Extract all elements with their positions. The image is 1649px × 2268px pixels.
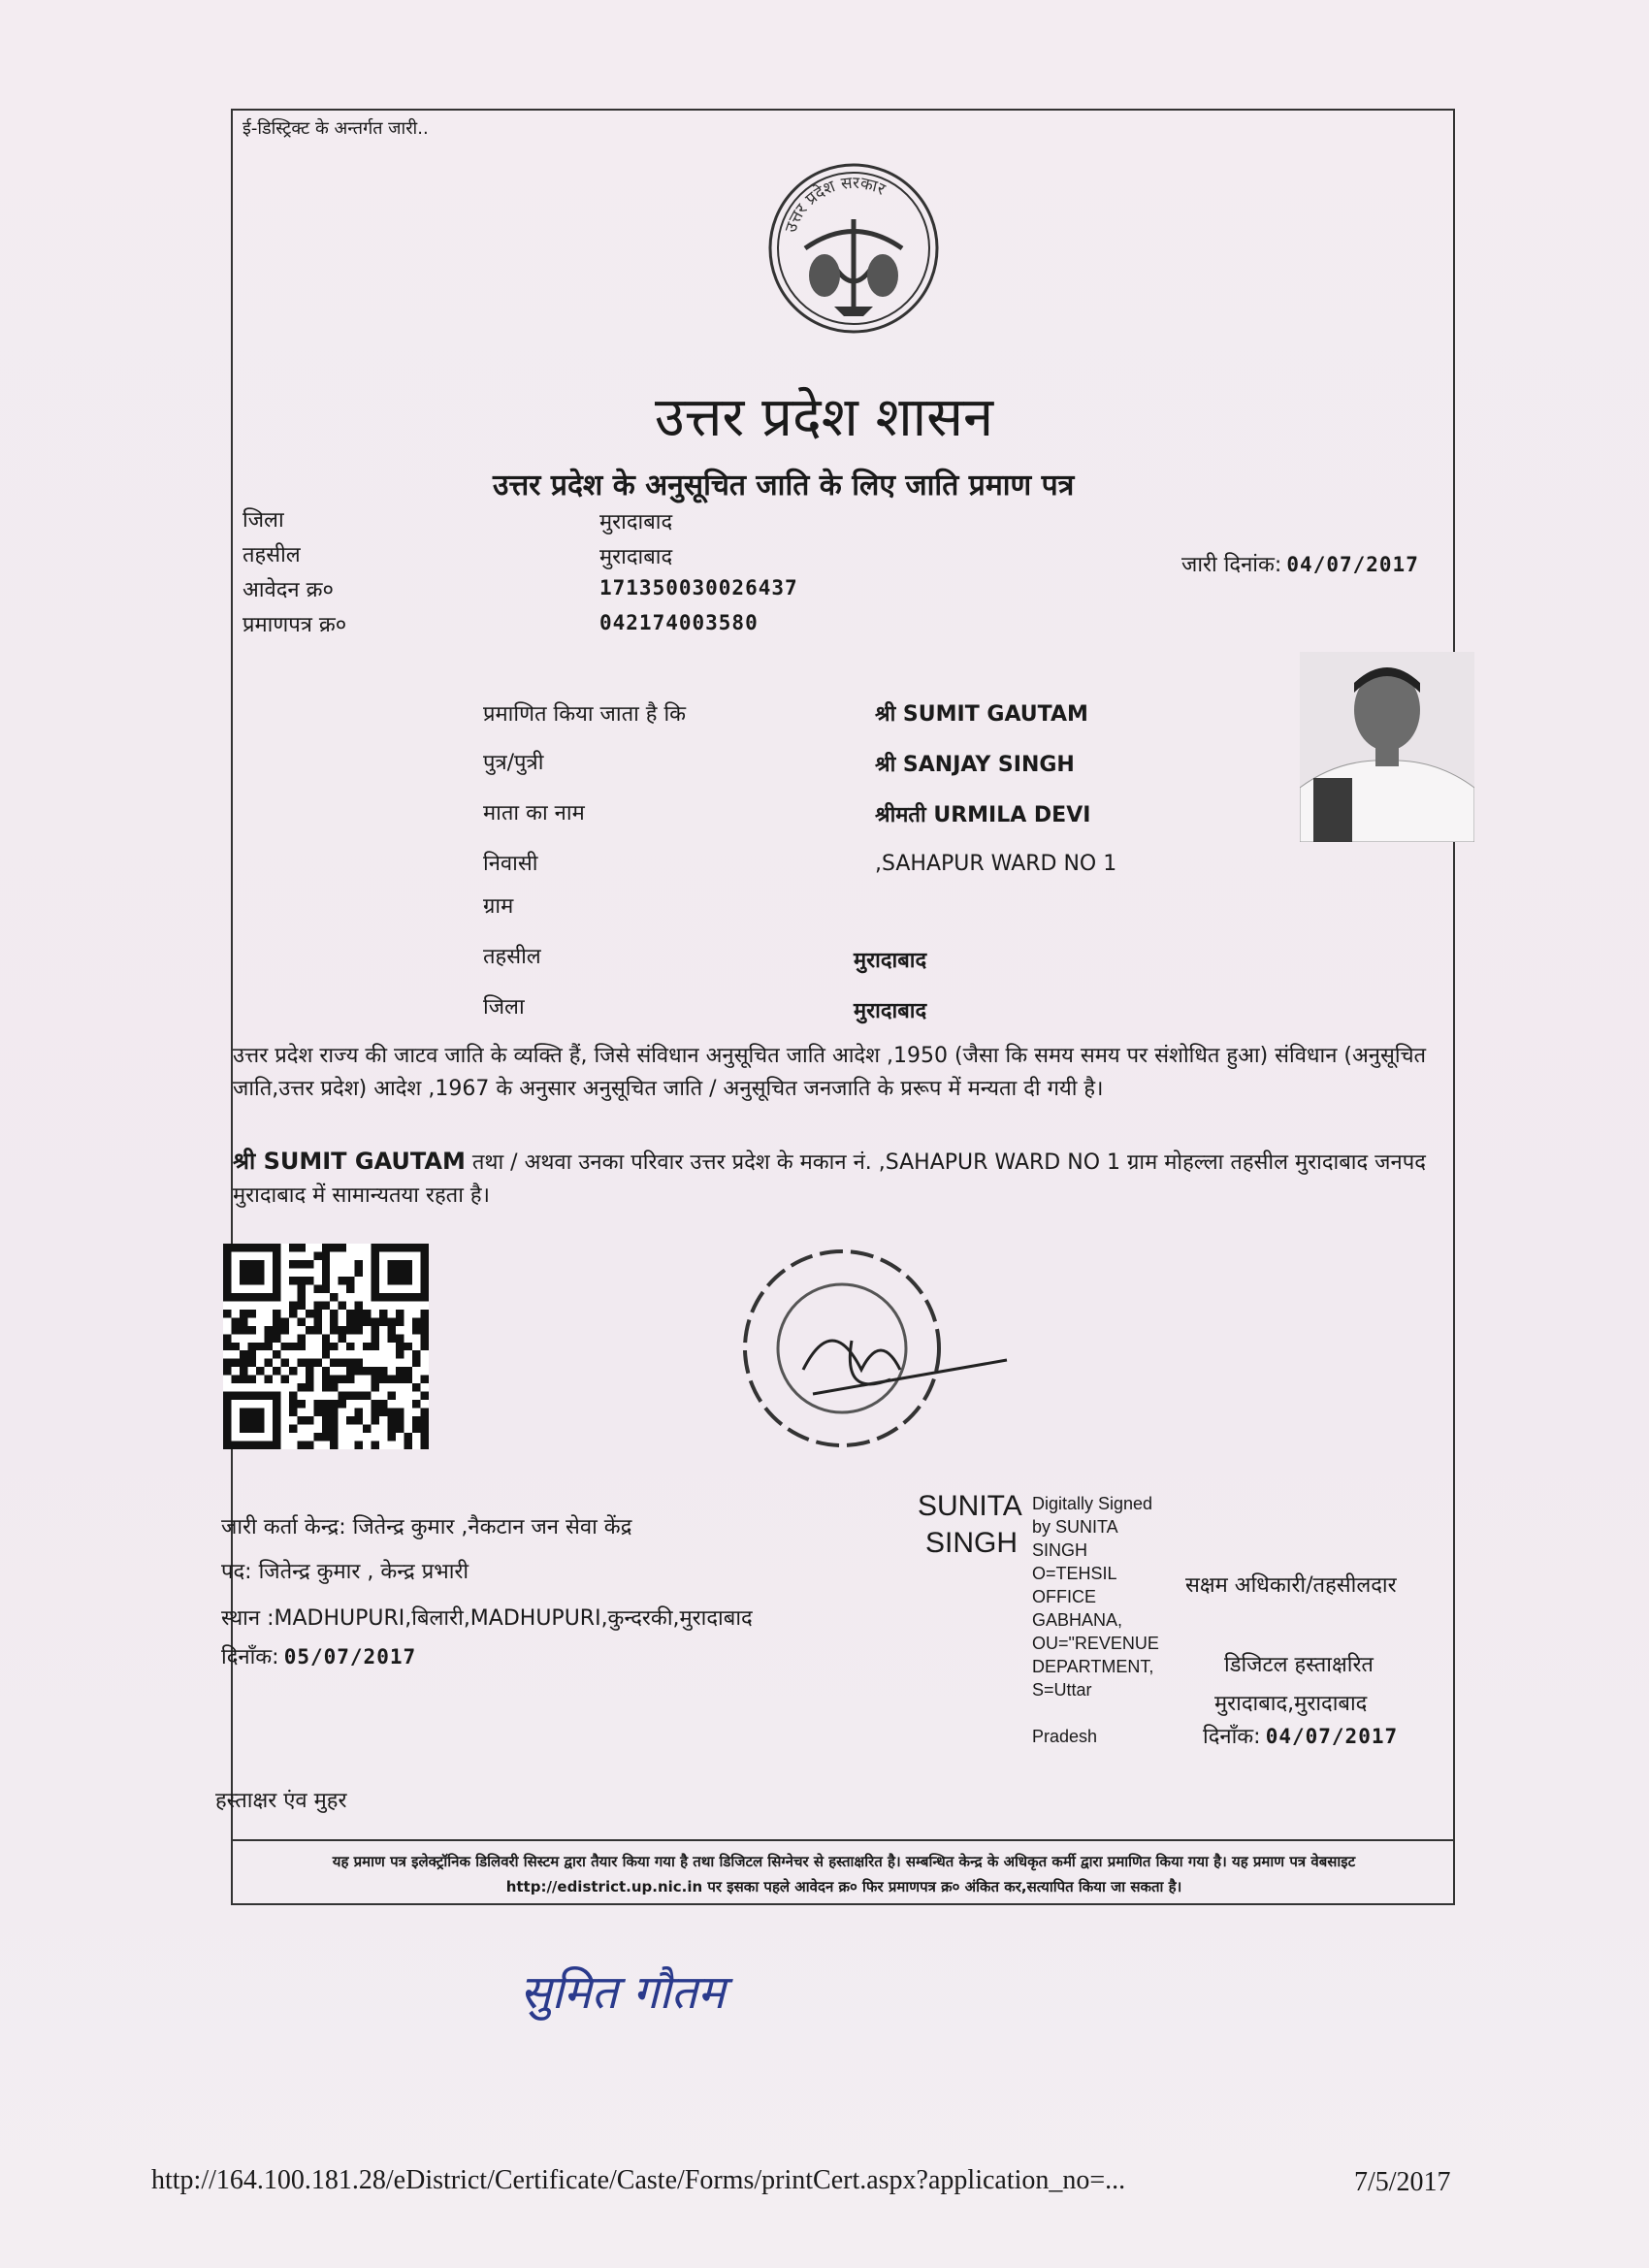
authority-date-label: दिनाँक:: [1203, 1725, 1261, 1749]
detail-district-value: मुरादाबाद: [854, 999, 927, 1023]
resident-value: ,SAHAPUR WARD NO 1: [875, 852, 1117, 876]
father-name: श्री SANJAY SINGH: [875, 753, 1075, 777]
authority-date-value: 04/07/2017: [1265, 1725, 1399, 1748]
issuer-post: पद: जितेन्द्र कुमार , केन्द्र प्रभारी: [221, 1560, 469, 1584]
tehsil-label: तहसील: [242, 543, 301, 567]
issuer-date-value: 05/07/2017: [283, 1645, 417, 1669]
village-label: ग्राम: [483, 894, 514, 919]
son-daughter-label: पुत्र/पुत्री: [483, 751, 544, 775]
residence-paragraph: [233, 1145, 1451, 1213]
competent-authority-role: सक्षम अधिकारी/तहसीलदार: [1185, 1573, 1397, 1598]
certificate-number-label: प्रमाणपत्र क्र०: [242, 613, 347, 637]
certificate-number-value: 042174003580: [599, 611, 759, 634]
applicant-photo: [1300, 652, 1474, 842]
certificate-authority-title: उत्तर प्रदेश शासन: [655, 386, 994, 449]
footer-divider: [231, 1839, 1455, 1841]
certified-label: प्रमाणित किया जाता है कि: [483, 702, 687, 727]
qr-code: [223, 1244, 429, 1449]
print-url: http://164.100.181.28/eDistrict/Certificate/Caste/Forms/printCert.aspx?application_no=...: [151, 2165, 1126, 2195]
caste-declaration-paragraph: उत्तर प्रदेश राज्य की जाटव जाति के व्यक्ति हैं, जिसे संविधान अनुसूचित जाति आदेश ,1950 (जैसा कि समय समय पर संशोधित हुआ) संविधान (अनुसूचित जाति,उत्तर प्रदेश) आदेश ,1967 के अनुसार अनुसूचित जाति / अनुसूचित जनजाति के प्ररूप में मन्यता दी गयी है।: [233, 1044, 1427, 1101]
issue-date-value: 04/07/2017: [1286, 553, 1419, 576]
print-date: 7/5/2017: [1354, 2167, 1451, 2197]
digital-signer-last-name: SINGH: [925, 1527, 1018, 1559]
mother-name: श्रीमती URMILA DEVI: [875, 803, 1091, 827]
issuer-date: [221, 1641, 416, 1670]
residence-text: तथा / अथवा उनका परिवार उत्तर प्रदेश के मकान नं. ,SAHAPUR WARD NO 1 ग्राम मोहल्ला तहसील मुरादाबाद जनपद मुरादाबाद में सामान्यतया रहता है।: [233, 1150, 1426, 1208]
residence-holder-name: श्री SUMIT GAUTAM: [233, 1148, 466, 1175]
district-value: मुरादाबाद: [599, 510, 673, 535]
detail-district-label: जिला: [483, 995, 525, 1020]
issuer-date-label: दिनाँक:: [221, 1645, 279, 1669]
application-number-value: 171350030026437: [599, 576, 798, 599]
authority-location: मुरादाबाद,मुरादाबाद: [1214, 1692, 1368, 1716]
resident-label: निवासी: [483, 852, 538, 876]
detail-tehsil-label: तहसील: [483, 945, 541, 969]
issuing-center: जारी कर्ता केन्द्र: जितेन्द्र कुमार ,नैकटान जन सेवा केंद्र: [221, 1515, 632, 1539]
digital-signer-first-name: SUNITA: [918, 1490, 1022, 1522]
detail-tehsil-value: मुरादाबाद: [854, 949, 927, 973]
footer-verification-note: यह प्रमाण पत्र इलेक्ट्रॉनिक डिलिवरी सिस्टम द्वारा तैयार किया गया है तथा डिजिटल सिग्नेचर से हस्ताक्षरित है। सम्बन्धित केन्द्र के अधिकृत कर्मी द्वारा प्रमाणित किया गया है। यह प्रमाण पत्र वेबसाइट http://edistrict.up.nic.in पर इसका पहले आवेदन क्र० फिर प्रमाणपत्र क्र० अंकित कर,सत्यापित किया जा सकता है।: [332, 1853, 1356, 1895]
office-stamp: [696, 1224, 1017, 1467]
holder-name: श्री SUMIT GAUTAM: [875, 702, 1088, 727]
header-note: ई-डिस्ट्रिक्ट के अन्तर्गत जारी..: [242, 118, 429, 139]
tehsil-value: मुरादाबाद: [599, 545, 673, 569]
svg-text:उत्तर प्रदेश सरकार: उत्तर प्रदेश सरकार: [781, 173, 889, 236]
authority-date: [1203, 1721, 1398, 1750]
issuer-place: स्थान :MADHUPURI,बिलारी,MADHUPURI,कुन्दरकी,मुरादाबाद: [221, 1606, 753, 1631]
issue-date: [1181, 549, 1419, 578]
mother-name-label: माता का नाम: [483, 801, 585, 826]
digitally-signed-label: डिजिटल हस्ताक्षरित: [1224, 1653, 1374, 1677]
digital-signature-details: Digitally Signed by SUNITA SINGH O=TEHSIL OFFICE GABHANA, OU="REVENUE DEPARTMENT, S=Uttar Pradesh: [1032, 1494, 1159, 1746]
handwritten-signature: सुमित गौतम: [520, 1965, 726, 2020]
application-number-label: आवेदन क्र०: [242, 578, 334, 602]
signature-and-seal-label: हस्ताक्षर एंव मुहर: [215, 1789, 347, 1813]
up-government-emblem-icon: [766, 161, 941, 336]
district-label: जिला: [242, 508, 284, 533]
certificate-subtitle: उत्तर प्रदेश के अनुसूचित जाति के लिए जाति प्रमाण पत्र: [493, 469, 1075, 502]
issue-date-label: जारी दिनांक:: [1181, 553, 1282, 577]
